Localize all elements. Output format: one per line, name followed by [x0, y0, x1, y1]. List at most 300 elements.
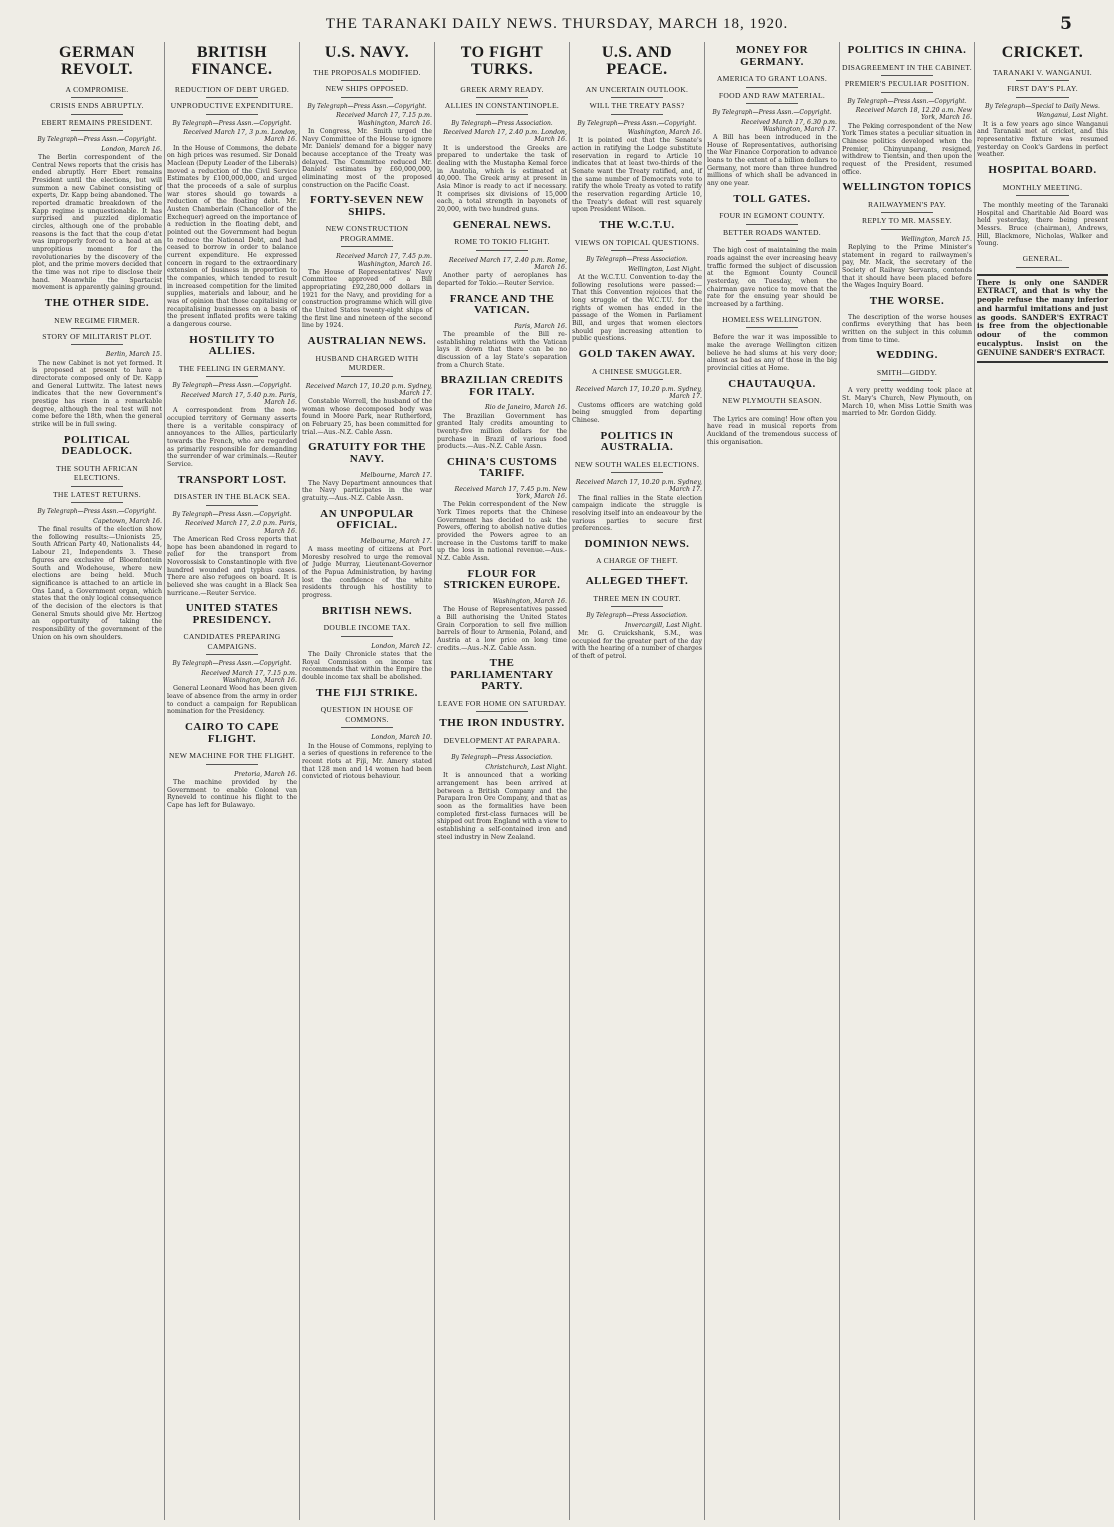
divider [476, 114, 528, 115]
dateline: Invercargill, Last Night. [624, 621, 702, 629]
wire-credit: By Telegraph—Press Assn.—Copyright. [172, 382, 292, 390]
subheadline: NEW SHIPS OPPOSED. [325, 84, 409, 94]
story-block [437, 237, 567, 250]
dateline: Received March 17, 7.45 p.m. Washington, March 16. [336, 253, 432, 268]
story-block [437, 404, 567, 451]
story-block [437, 718, 567, 730]
subheadline: HOMELESS WELLINGTON. [722, 314, 822, 324]
article-body: It is understood the Greeks are prepared to undertake the task of dealing with the Mustapha Kemal force in Anatolia, which is estimated at 40,000. The Greek army at present in Asia Minor is ready to act if necessary. It comprises six divisions of 15,000 each, a total strength in bayonets of 20,000, with two hundred guns. [437, 144, 567, 213]
story-block [437, 121, 567, 214]
headline: TOLL GATES. [733, 192, 811, 205]
dateline: Received March 17, 2.40 p.m. London, March 16. [443, 129, 567, 144]
subheadline: THE SOUTH AFRICAN ELECTIONS. [56, 463, 138, 483]
subheadline: HUSBAND CHARGED WITH MURDER. [315, 353, 419, 373]
headline: FRANCE AND THE VATICAN. [449, 292, 555, 317]
divider [1016, 80, 1068, 81]
headline: GERMAN REVOLT. [59, 44, 135, 78]
story-block [302, 643, 432, 682]
story-block [32, 298, 162, 310]
wire-credit: By Telegraph—Press Association. [451, 119, 553, 127]
story-block [302, 705, 432, 728]
newspaper-columns [30, 42, 1110, 1522]
article-body: The House of Representatives passed a Bill authorising the United States Grain Corporation to sell five million barrels of flour to Armenia, Poland, and Austria at a low price on long time credits.—Aus.-N.Z. Cable Assn. [437, 606, 567, 652]
divider [476, 97, 528, 98]
dateline: Received March 17, 10.20 p.m. Sydney, March 17. [575, 386, 702, 401]
subheadline: NEW SOUTH WALES ELECTIONS. [574, 459, 700, 469]
headline: DOMINION NEWS. [584, 537, 690, 550]
wire-credit: By Telegraph—Press Assn.—Copyright. [172, 510, 292, 518]
article-body: In Congress, Mr. Smith urged the Navy Committee of the House to ignore Mr. Daniels' demand for a bigger navy because acceptance of the Treaty was delayed. The Committee reduced Mr. Daniels' estimates by £60,000,000, eliminating most of the proposed construction on the Pacific Coast. [302, 127, 432, 189]
story-block [707, 74, 837, 104]
story-block [167, 475, 297, 487]
article-body: A mass meeting of citizens at Port Moresby resolved to urge the removal of Judge Murray, Lieutenant-Governor of the Papua Administration, by having lost the confidence of the white residents through his hostility to progress. [302, 546, 432, 600]
headline: POLITICS IN AUSTRALIA. [600, 429, 674, 454]
wire-credit: By Telegraph—Press Assn.—Copyright. [307, 102, 427, 110]
article-body: General Leonard Wood has been given leave of absence from the army in order to conduct a campaign for Republican nomination for the Presidency. [167, 685, 297, 716]
story-block [302, 336, 432, 348]
article-body: The Lyrics are coming! How often you have read in musical reports from Auckland of the tremendous success of this organisation. [707, 415, 837, 446]
story-block [302, 442, 432, 465]
divider [341, 636, 393, 637]
story-block [437, 598, 567, 652]
story-block [302, 509, 432, 532]
headline: U.S. NAVY. [324, 44, 410, 61]
headline: THE PARLIAMENTARY PARTY. [450, 657, 554, 693]
divider [746, 409, 798, 410]
column-1 [30, 42, 165, 1520]
divider [71, 502, 123, 503]
story-block [842, 182, 972, 194]
story-block [302, 688, 432, 700]
subheadline: VIEWS ON TOPICAL QUESTIONS. [574, 237, 700, 247]
divider [746, 103, 798, 104]
article-body: The new Cabinet is not yet formed. It is proposed at present to have a directorate composed only of Dr. Kapp and General Luttwitz. The latest news indicates that the new Government's prestige has risen in a remarkable degree, although the real test will not come before the 18th, when the general strike will be in full swing. [32, 359, 162, 429]
story-block [977, 254, 1108, 267]
story-block [572, 121, 702, 215]
story-block [167, 121, 297, 329]
divider [881, 380, 933, 381]
headline: FORTY-SEVEN NEW SHIPS. [310, 194, 424, 218]
dateline: Wellington, March 15. [900, 235, 972, 243]
article-body: At the W.C.T.U. Convention to-day the following resolutions were passed:—That this Convention rejoices that the long struggle of the W.C.T.U. for the rights of women has ended in the passage of the Women in Parliament Bill, and urges that women electors should pay increasing attention to public questions. [572, 273, 702, 343]
subheadline: NEW CONSTRUCTION PROGRAMME. [325, 224, 409, 243]
article-body: The final rallies in the State election campaign indicate the struggle is resolving itself into an endeavour by the various parties to secure first preferences. [572, 494, 702, 533]
dateline: Washington, March 16. [627, 129, 702, 137]
story-block [167, 383, 297, 468]
dateline: Received March 17, 7.45 p.m. New York, March 16. [454, 485, 567, 501]
divider [206, 114, 258, 115]
masthead [0, 0, 1114, 40]
story-block [437, 486, 567, 563]
story-block [302, 68, 432, 98]
article-body: A correspondent from the non-occupied territory of Germany asserts there is a veritable conspiracy of annoyances to the Allies, particularly towards the French, who are regarded as primarily responsible for demanding the surrender of war criminals.—Reuter Service. [167, 407, 297, 469]
story-block [32, 45, 162, 79]
divider [476, 250, 528, 251]
divider [611, 250, 663, 251]
story-block [707, 416, 837, 447]
story-block [302, 195, 432, 218]
dateline: Washington, March 16. [492, 597, 567, 605]
story-block [572, 479, 702, 533]
headline: FLOUR FOR STRICKEN EUROPE. [443, 567, 561, 592]
story-block [437, 736, 567, 749]
headline: WELLINGTON TOPICS [842, 181, 972, 194]
story-block [977, 274, 1108, 363]
divider [71, 130, 123, 131]
divider [206, 654, 258, 655]
subheadline: ROME TO TOKIO FLIGHT. [454, 237, 550, 247]
story-block [302, 383, 432, 437]
story-block [842, 314, 972, 345]
divider [881, 212, 933, 213]
headline: MONEY FOR GERMANY. [735, 44, 809, 68]
story-block [32, 351, 162, 428]
story-block [437, 658, 567, 693]
headline: THE FIJI STRIKE. [316, 686, 418, 699]
divider [881, 92, 933, 93]
dateline: Pretoria, March 16. [234, 770, 297, 778]
subheadline: CRISIS ENDS ABRUPTLY. [50, 101, 144, 111]
wire-credit: By Telegraph—Press Assn.—Copyright. [37, 508, 157, 516]
divider [881, 229, 933, 230]
story-block [707, 45, 837, 68]
article-body: The House of Representatives' Navy Committee approved of a Bill appropriating £92,280,000 dollars in 1921 for the Navy, and providing for a construction programme which will give the United States twenty-eight ships of the first line and nineteen of the second line by 1924. [302, 268, 432, 330]
article-body: The Berlin correspondent of the Central News reports that the crisis has ended abruptly. Herr Ebert remains President until the elections, but will summon a new Cabinet consisting of experts, Dr. Kapp being abandoned. The reported dramatic breakdown of the Kapp regime is unquestionable. It has surprised and puzzled diplomatic circles, although one of the probable reasons is the fact that the coup d'etat was improperly forced to a head at an unpropitious moment for the revolutionaries by the discovery of the plot, and the prime movers decided that the time was not ripe to disclose their hand. Meanwhile the Spartacist movement is apparently gaining ground. [32, 153, 162, 292]
subheadline: BETTER ROADS WANTED. [722, 227, 822, 237]
article-body: Constable Worrell, the husband of the woman whose decomposed body was found in Moore Park, near Rutherford, on February 25, has been committed for trial.—Aus.-N.Z. Cable Assn. [302, 398, 432, 436]
subheadline: REPLY TO MR. MASSEY. [862, 216, 952, 226]
story-block [572, 386, 702, 424]
dateline: Received March 18, 12.20 a.m. New York, March 16. [855, 107, 972, 122]
dateline: Received March 17, 7.15 p.m. Washington, March 16. [201, 669, 297, 685]
subheadline: THREE MEN IN COURT. [593, 593, 681, 603]
story-block [977, 165, 1108, 177]
article-body: It is announced that a working arrangement has been arrived at between a British Company and the Parapara Iron Ore Company, and that as soon as the formalities have been completed first-class furnaces will be shipped out from England with a view to establishing a self-contained iron and steel industry in New Zealand. [437, 772, 567, 841]
divider [611, 472, 663, 473]
story-block [707, 396, 837, 409]
article-body: The Brazilian Government has granted Italy credits amounting to twenty-five million dollars for the purchase in Brazil of various food products.—Aus.-N.Z. Cable Assn. [437, 412, 567, 451]
article-body: The Daily Chronicle states that the Royal Commission on income tax recommends that within the Empire the double income tax shall be abolished. [302, 651, 432, 682]
story-block [977, 202, 1108, 248]
story-block [167, 45, 297, 79]
column-8 [975, 42, 1110, 1520]
story-block [167, 335, 297, 358]
story-block [167, 751, 297, 764]
story-block [842, 45, 972, 57]
dateline: Received March 17, 7.15 p.m. Washington, March 16. [336, 112, 432, 127]
divider [611, 379, 663, 380]
headline: AUSTRALIAN NEWS. [307, 335, 427, 348]
story-block [572, 367, 702, 380]
dateline: Rio de Janeiro, March 16. [485, 404, 567, 412]
article-body: The Navy Department announces that the Navy participates in the war gratuity.—Aus.-N.Z. Cable Assn. [302, 479, 432, 503]
dateline: Melbourne, March 17. [360, 537, 432, 545]
subheadline: ALLIES IN CONSTANTINOPLE. [444, 101, 560, 111]
story-block [167, 85, 297, 115]
story-block [572, 576, 702, 588]
story-block [572, 257, 702, 343]
column-5 [570, 42, 705, 1520]
headline: CHAUTAUQUA. [728, 377, 816, 390]
headline: AN UNPOPULAR OFFICIAL. [320, 507, 414, 532]
subheadline: AMERICA TO GRANT LOANS. [716, 74, 828, 84]
divider [71, 97, 123, 98]
subheadline: A CHINESE SMUGGLER. [591, 366, 683, 376]
article-body: Before the war it was impossible to make the average Wellington citizen believe he had slums at his very door; almost as bad as any of those in the big provincial cities at Home. [707, 334, 837, 372]
story-block [167, 512, 297, 597]
headline: POLITICAL DEADLOCK. [61, 433, 133, 458]
story-block [302, 538, 432, 600]
story-block [707, 379, 837, 391]
story-block [572, 539, 702, 551]
story-block [167, 364, 297, 377]
newspaper-title: THE TARANAKI DAILY NEWS. THURSDAY, MARCH 18, 1920. [325, 16, 789, 32]
wire-credit: By Telegraph—Press Assn.—Copyright. [172, 119, 292, 127]
dateline: Christchurch, Last Night. [485, 763, 567, 771]
divider [1016, 195, 1068, 196]
story-block [707, 194, 837, 206]
divider [341, 376, 393, 377]
story-block [572, 220, 702, 232]
story-block [842, 296, 972, 308]
headline: BRITISH FINANCE. [191, 44, 273, 78]
divider [476, 748, 528, 749]
article-body: In the House of Commons, the debate on high prices was resumed. Sir Donald Maclean (Deputy Leader of the Liberals) moved a reduction of the Civil Service Estimates by £100,000,000, and urged that the proceeds of a sale of surplus war stores should go towards a reduction of the floating debt. Mr. Austen Chamberlain (Chancellor of the Exchequer) agreed on the importance of a reduction in the floating debt, and pointed out the Government had begun to reduce the National Debt, and had ceased to borrow in order to balance current expenditure. He expressed concern in regard to the extraordinary extension of business in proportion to the companies, which tended to result in increased competition for the limited supplies, materials and labour, and he was of opinion that those capitalising or recapitalising businesses on a basis of the present inflated profits were taking a dangerous course. [167, 144, 297, 329]
story-block [707, 211, 837, 241]
headline: GOLD TAKEN AWAY. [578, 348, 696, 361]
story-block [572, 45, 702, 79]
divider [746, 240, 798, 241]
headline: THE IRON INDUSTRY. [439, 717, 565, 730]
subheadline: CANDIDATES PREPARING CAMPAIGNS. [183, 632, 281, 651]
article-body: In the House of Commons, replying to a series of questions in reference to the recent riots at Fiji, Mr. Amery stated that 128 men and 14 women had been convicted of riotous behaviour. [302, 742, 432, 781]
wire-credit: By Telegraph—Press Assn.—Copyright. [172, 660, 292, 668]
subheadline: NEW PLYMOUTH SEASON. [722, 396, 822, 406]
divider [611, 97, 663, 98]
article-body: It is pointed out that the Senate's action in ratifying the Lodge substitute reservation in regard to Article 10 indicates that at least two-thirds of the Senate want the Treaty ratified, and, if the same number of Democrats vote to ratify the whole Treaty as voted to ratify the reservation regarding Article 10, the Treaty's defeat will rest squarely upon President Wilson. [572, 137, 702, 214]
subheadline: DISASTER IN THE BLACK SEA. [173, 492, 291, 502]
subheadline: DEVELOPMENT AT PARAPARA. [443, 735, 561, 745]
divider [206, 376, 258, 377]
story-block [707, 110, 837, 188]
wire-credit: By Telegraph—Press Assn.—Copyright. [847, 97, 967, 105]
page-number: 5 [1060, 14, 1072, 34]
story-block [167, 661, 297, 716]
story-block [167, 632, 297, 655]
story-block [977, 183, 1108, 196]
article-body: It is a few years ago since Wanganui and Taranaki met at cricket, and this representative fixture was resumed yesterday on Cook's Gardens in perfect weather. [977, 120, 1108, 159]
story-block [302, 623, 432, 636]
headline: UNITED STATES PRESIDENCY. [185, 602, 279, 626]
divider [746, 327, 798, 328]
article-body: The American Red Cross reports that hope has been abandoned in regard to relief for the transport from Novorossisk to Constantinople with five hundred wounded and typhus cases. There are also refugees on board. It is believed she was caught in a Black Sea hurricane.—Reuter Service. [167, 535, 297, 597]
story-block [437, 323, 567, 370]
story-block [842, 63, 972, 93]
story-block [842, 350, 972, 362]
dateline: Berlin, March 15. [105, 351, 162, 359]
story-block [707, 334, 837, 372]
story-block [302, 734, 432, 781]
wire-credit: By Telegraph—Special to Daily News. [985, 102, 1100, 110]
article-body: The high cost of maintaining the main roads against the ever increasing heavy traffic formed the subject of discussion at the Egmont County Council yesterday, on Tuesday, when the chairman gave notice to move that the rate for the ensuing year should be increased by a farthing. [707, 247, 837, 309]
headline: ALLEGED THEFT. [585, 574, 689, 587]
headline: U.S. AND PEACE. [601, 44, 673, 78]
divider [71, 328, 123, 329]
subheadline: EBERT REMAINS PRESIDENT. [41, 117, 153, 127]
dateline: Wellington, Last Night. [627, 265, 702, 273]
story-block [302, 472, 432, 503]
story-block [437, 569, 567, 592]
wire-credit: By Telegraph—Press Assn.—Copyright. [577, 119, 697, 127]
story-block [167, 722, 297, 745]
story-block [302, 606, 432, 618]
wire-credit: By Telegraph—Press Association. [451, 754, 553, 762]
story-block [437, 45, 567, 79]
story-block [977, 68, 1108, 98]
article-body: A Bill has been introduced in the House of Representatives, authorising the War Finance Corporation to advance loans to the extent of a billion dollars to Germany, not more than three hundred millions of which shall be advanced in any one year. [707, 134, 837, 188]
dateline: Wanganui, Last Night. [1036, 112, 1108, 120]
story-block [572, 556, 702, 569]
dateline: London, March 16. [101, 145, 162, 153]
advertisement [977, 274, 1108, 363]
story-block [977, 45, 1108, 62]
headline: WEDDING. [876, 349, 938, 362]
subheadline: NEW MACHINE FOR THE FLIGHT. [168, 751, 295, 761]
divider [1016, 97, 1068, 98]
divider [1016, 267, 1068, 268]
dateline: London, March 10. [371, 734, 432, 742]
dateline: Received March 17, 10.20 p.m. Sydney, March 17. [305, 382, 432, 397]
subheadline: LEAVE FOR HOME ON SATURDAY. [437, 698, 567, 708]
story-block [572, 431, 702, 454]
subheadline: FOOD AND RAW MATERIAL. [718, 90, 826, 100]
story-block [32, 509, 162, 641]
subheadline: FIRST DAY'S PLAY. [1007, 84, 1078, 94]
story-block [842, 368, 972, 381]
headline: BRAZILIAN CREDITS FOR ITALY. [440, 374, 564, 398]
dateline: Received March 17, 10.20 p.m. Sydney, March 17. [575, 479, 702, 494]
story-block [572, 594, 702, 607]
subheadline: GREEK ARMY READY. [460, 84, 544, 94]
subheadline: WILL THE TREATY PASS? [589, 101, 685, 111]
divider [341, 97, 393, 98]
advertisement-text: There is only one SANDER EXTRACT, and that is why the people refuse the many inferior and harmful imitations and just as goods. SANDER'S EXTRACT is free from the objectionable odour of the common eucalyptus. Insist on the GENUINE SANDER'S EXTRACT. [977, 277, 1108, 357]
dateline: Received March 17, 3 p.m. London, March 16. [183, 129, 297, 144]
story-block [32, 316, 162, 346]
column-6 [705, 42, 840, 1520]
story-block [167, 603, 297, 626]
story-block [32, 435, 162, 458]
article-body: The machine provided by the Government to enable Colonel van Ryneveld to continue his flight to the Cape has left for Bulawayo. [167, 778, 297, 809]
column-7 [840, 42, 975, 1520]
article-body: Another party of aeroplanes has departed for Tokio.—Reuter Service. [437, 272, 567, 287]
divider [746, 87, 798, 88]
story-block [302, 354, 432, 377]
article-body: The preamble of the Bill re-establishing relations with the Vatican lays it down that there can be no discussion of a lay State's separation from a Church State. [437, 330, 567, 369]
headline: THE OTHER SIDE. [44, 296, 150, 309]
wire-credit: By Telegraph—Press Association. [586, 256, 688, 264]
story-block [437, 457, 567, 480]
subheadline: DISAGREEMENT IN THE CABINET. [842, 62, 972, 72]
dateline: Received March 17, 5.40 p.m. Paris, March 16. [181, 391, 297, 407]
dateline: Melbourne, March 17. [360, 471, 432, 479]
subheadline: THE LATEST RETURNS. [52, 489, 142, 499]
divider [341, 80, 393, 81]
headline: GENERAL NEWS. [452, 218, 552, 231]
headline: BRITISH NEWS. [321, 604, 413, 617]
dateline: Capetown, March 16. [93, 517, 162, 525]
divider [746, 224, 798, 225]
story-block [32, 85, 162, 131]
article-body: A very pretty wedding took place at St. Mary's Church, New Plymouth, on March 10, when Miss Lottie Smith was married to Mr. Gordon Giddy. [842, 387, 972, 418]
article-body: The description of the worse houses confirms everything that has been written on the subject in this column from time to time. [842, 313, 972, 344]
headline: POLITICS IN CHINA. [847, 44, 967, 56]
headline: TRANSPORT LOST. [177, 473, 287, 486]
story-block [437, 755, 567, 841]
story-block [572, 349, 702, 361]
subheadline: STORY OF MILITARIST PLOT. [42, 332, 152, 341]
headline: CAIRO TO CAPE FLIGHT. [184, 721, 280, 745]
wire-credit: By Telegraph—Press Assn.—Copyright. [712, 109, 832, 117]
article-body: The Peking correspondent of the New York Times states a peculiar situation in Chinese politics developed when the Premier, Chinyunpang, resigned, withdrew to Tientsin, and then upon the request of the President, resumed office. [842, 122, 972, 176]
subheadline: THE FEELING IN GERMANY. [178, 363, 286, 373]
story-block [977, 104, 1108, 159]
divider [476, 711, 528, 712]
column-3 [300, 42, 435, 1520]
story-block [437, 375, 567, 398]
article-body: The Pekin correspondent of the New York Times reports that the Chinese Government has decided to ask the Powers, offering to abolish native duties provided the Powers agree to an increase in the Customs tariff to make up the loss in national revenue.—Aus.-N.Z. Cable Assn. [437, 501, 567, 563]
subheadline: SMITH—GIDDY. [876, 367, 938, 377]
divider [71, 344, 123, 345]
wire-credit: By Telegraph—Press Assn.—Copyright. [37, 136, 157, 144]
headline: TO FIGHT TURKS. [460, 44, 544, 78]
story-block [302, 104, 432, 189]
wire-credit: By Telegraph—Press Association. [586, 612, 688, 619]
subheadline: A CHARGE OF THEFT. [596, 556, 678, 566]
story-block [437, 257, 567, 288]
subheadline: FOUR IN EGMONT COUNTY. [719, 211, 825, 221]
story-block [437, 85, 567, 115]
subheadline: QUESTION IN HOUSE OF COMMONS. [320, 705, 414, 724]
story-block [437, 699, 567, 712]
headline: THE W.C.T.U. [599, 219, 675, 232]
subheadline: PREMIER'S PECULIAR POSITION. [844, 79, 970, 89]
story-block [437, 294, 567, 317]
story-block [842, 99, 972, 177]
subheadline: THE PROPOSALS MODIFIED. [313, 67, 421, 77]
story-block [842, 236, 972, 290]
divider [71, 114, 123, 115]
story-block [32, 464, 162, 503]
headline: HOSTILITY TO ALLIES. [189, 333, 275, 358]
article-body: The final results of the election show the following results:—Unionists 25, South African Party 40, Nationalists 44, Labour 21, Independents 3. These figures are exclusive of Bloemfontein South and Wodehouse, where new elections are being held. Much significance is attached to an article in Ons Land, a Government organ, which states that the only logical consequence of the decision of the electors is that General Smuts should give Mr. Hertzog an opportunity of taking the responsibility of the government of the Union on his own shoulders. [32, 526, 162, 641]
subheadline: AN UNCERTAIN OUTLOOK. [585, 84, 689, 94]
subheadline: REDUCTION OF DEBT URGED. [174, 84, 290, 94]
divider [611, 606, 663, 607]
story-block [572, 613, 702, 661]
story-block [167, 492, 297, 505]
article-body: The monthly meeting of the Taranaki Hospital and Charitable Aid Board was held yesterday, there being present Messrs. Bruce (chairman), Andrews, Hill, Blackmore, Nicholas, Walker and Young. [977, 201, 1108, 248]
subheadline: GENERAL. [1022, 254, 1063, 264]
headline: CHINA'S CUSTOMS TARIFF. [446, 455, 558, 480]
divider [341, 727, 393, 728]
divider [341, 246, 393, 247]
story-block [707, 247, 837, 308]
subheadline: MONTHLY MEETING. [1002, 182, 1083, 192]
subheadline: RAILWAYMEN'S PAY. [868, 199, 946, 209]
article-body: Replying to the Prime Minister's statement in regard to railwaymen's pay, Mr. Mack, the secretary of the Society of Railway Servants, contends that it should have been placed before the Wages Inquiry Board. [842, 244, 972, 290]
dateline: London, March 12. [371, 642, 432, 650]
